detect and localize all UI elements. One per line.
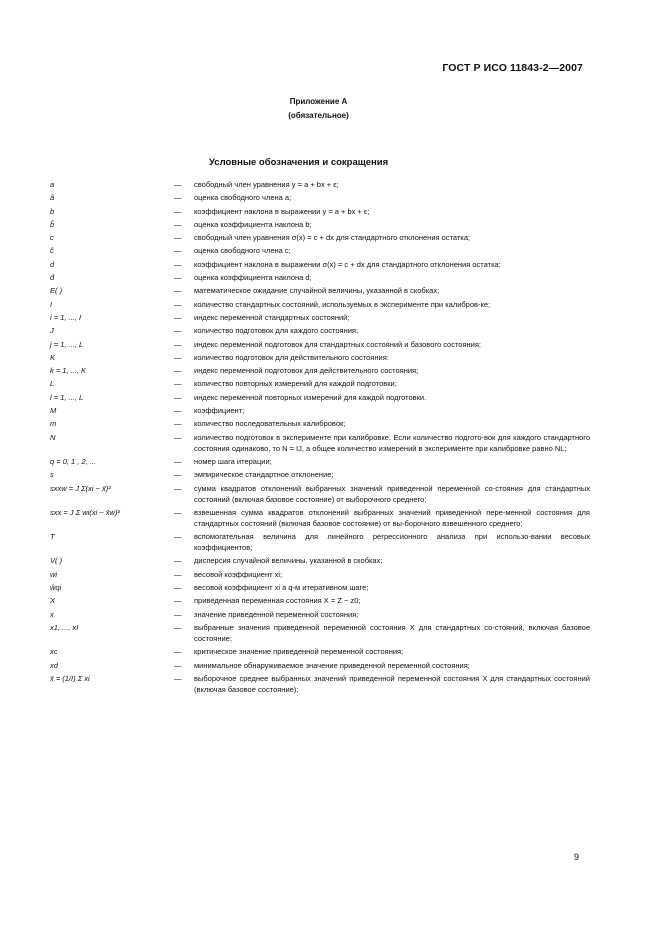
em-dash-separator: —: [174, 273, 182, 283]
definition: критическое значение приведенной переменной состояния;: [194, 647, 404, 657]
em-dash-separator: —: [174, 532, 182, 542]
definition: количество подготовок для каждого состояния;: [194, 326, 359, 336]
definition: эмпирическое стандартное отклонение;: [194, 470, 334, 480]
definition: оценка свободного члена c;: [194, 246, 291, 256]
em-dash-separator: —: [174, 456, 182, 466]
definition: индекс переменной повторных измерений для каждой подготовки.: [194, 392, 427, 402]
symbol: q = 0, 1 , 2, ...: [50, 456, 97, 466]
em-dash-separator: —: [174, 233, 182, 243]
em-dash-separator: —: [174, 180, 182, 189]
definition: коэффициент;: [194, 406, 245, 416]
definition: взвешенная сумма квадратов отклонений выбранных значений приведенной пере-менной состояния для стандартных состояний (включая базовое состояние) от вы-борочного взвешенного среднего;: [194, 507, 590, 528]
symbol: j = 1, ..., L: [50, 339, 84, 349]
symbol: L: [50, 379, 55, 389]
em-dash-separator: —: [174, 419, 182, 429]
definition: количество последовательных калибровок;: [194, 419, 346, 429]
definition: значение приведенной переменной состояния;: [194, 609, 359, 619]
symbol-entry: [50, 192, 590, 203]
em-dash-separator: —: [174, 596, 182, 606]
symbol-entry: [50, 469, 590, 480]
em-dash-separator: —: [174, 583, 182, 593]
symbol: l = 1, ..., L: [50, 392, 84, 402]
symbol-entry: [50, 483, 590, 505]
em-dash-separator: —: [174, 470, 182, 480]
em-dash-separator: —: [174, 622, 182, 632]
symbol: k = 1, ..., K: [50, 366, 87, 376]
symbol-entry: [50, 582, 590, 593]
symbol-entry: [50, 595, 590, 606]
symbol-entry: [50, 365, 590, 376]
em-dash-separator: —: [174, 660, 182, 670]
definition: индекс переменной стандартных состояний;: [194, 312, 350, 322]
definition: коэффициент наклона в выражении y = a + bx + ε;: [194, 206, 370, 216]
symbol-entry: [50, 622, 590, 644]
symbol: J: [50, 326, 54, 336]
symbol-entry: [50, 673, 590, 695]
symbol: d: [50, 259, 55, 269]
symbol-entry: [50, 569, 590, 580]
symbol-entry: [50, 660, 590, 671]
appendix-status: (обязательное): [288, 111, 349, 120]
symbol: ŵqi: [50, 583, 62, 593]
appendix-title: Приложение А: [289, 97, 348, 106]
symbol-entry: [50, 456, 590, 467]
em-dash-separator: —: [174, 206, 182, 216]
symbol: m: [50, 419, 57, 429]
em-dash-separator: —: [174, 379, 182, 389]
definition: приведенная переменная состояния X = Z − z0;: [194, 596, 361, 606]
section-title: Условные обозначения и сокращения: [209, 157, 389, 168]
symbol: â: [50, 193, 55, 203]
symbol: ĉ: [50, 246, 54, 256]
definition: индекс переменной подготовок для стандартных состояний и базового состояния;: [194, 339, 482, 349]
em-dash-separator: —: [174, 312, 182, 322]
symbol-entry: [50, 259, 590, 270]
em-dash-separator: —: [174, 392, 182, 402]
symbol: wi: [50, 569, 58, 579]
document-header: ГОСТ Р ИСО 11843-2—2007: [442, 62, 583, 74]
symbol-entry: [50, 507, 590, 529]
em-dash-separator: —: [174, 609, 182, 619]
em-dash-separator: —: [174, 259, 182, 269]
definition: количество повторных измерений для каждой подготовки;: [194, 379, 397, 389]
definition: количество стандартных состояний, используемых в эксперименте при калибров-ке;: [194, 299, 491, 309]
em-dash-separator: —: [174, 406, 182, 416]
definition: оценка коэффициента наклона b;: [194, 219, 312, 229]
symbol: c: [50, 233, 54, 243]
symbols-list: [50, 179, 590, 697]
definition: оценка свободного члена a;: [194, 193, 292, 203]
symbol-entry: [50, 418, 590, 429]
symbol-entry: [50, 312, 590, 323]
symbol: xc: [50, 647, 58, 657]
em-dash-separator: —: [174, 432, 182, 442]
symbol: x1, ..., xI: [50, 622, 79, 632]
symbol: X: [50, 596, 56, 606]
definition: свободный член уравнения y = a + bx + ε;: [194, 180, 339, 189]
symbol-entry: [50, 555, 590, 566]
symbol: b: [50, 206, 55, 216]
definition: вспомогательная величина для линейного регрессионного анализа при использо-вании весовых коэффициентов;: [194, 532, 590, 553]
symbol: b̂: [50, 219, 55, 229]
symbol-entry: [50, 299, 590, 310]
symbol: a: [50, 180, 55, 189]
symbol-entry: [50, 352, 590, 363]
em-dash-separator: —: [174, 286, 182, 296]
em-dash-separator: —: [174, 673, 182, 683]
symbol: x: [50, 609, 54, 619]
definition: индекс переменной подготовок для действительного состояния;: [194, 366, 419, 376]
symbol: d̂: [50, 273, 55, 283]
em-dash-separator: —: [174, 339, 182, 349]
page-number: 9: [573, 852, 579, 862]
definition: выборочное среднее выбранных значений приведенной переменной состояния X для стандартных состояний (включая базовое состояние);: [194, 673, 590, 694]
symbol: sxx = J Σ wi(xi − x̄w)²: [50, 507, 120, 517]
symbol: E( ): [50, 286, 63, 296]
em-dash-separator: —: [174, 299, 182, 309]
em-dash-separator: —: [174, 352, 182, 362]
definition: количество подготовок для действительного состояния:: [194, 352, 389, 362]
symbol-entry: [50, 245, 590, 256]
definition: номер шага итерации;: [194, 456, 272, 466]
symbol-entry: [50, 232, 590, 243]
symbol-entry: [50, 646, 590, 657]
symbol-entry: [50, 432, 590, 454]
symbol-entry: [50, 531, 590, 553]
definition: математическое ожидание случайной величины, указанной в скобках;: [194, 286, 440, 296]
symbol: N: [50, 432, 56, 442]
definition: количество подготовок в эксперименте при калибровке. Если количество подгото-вок для каждого стандартного состояния одинаково, то N = IJ, а общее количество измерений в эксперименте при калибровке равно NL;: [194, 432, 590, 453]
symbol: sxxw = J Σ(xi − x̄)²: [50, 483, 111, 493]
symbol: i = 1, ..., I: [50, 312, 82, 322]
symbol: I: [50, 299, 53, 309]
symbol-entry: [50, 219, 590, 230]
definition: весовой коэффициент xi a q-м итеративном шаге;: [194, 583, 369, 593]
symbol-entry: [50, 325, 590, 336]
definition: свободный член уравнения σ(x) = c + dx для стандартного отклонения остатка;: [194, 233, 471, 243]
symbol: V( ): [50, 556, 63, 566]
symbol-entry: [50, 285, 590, 296]
definition: дисперсия случайной величины, указанной в скобках;: [194, 556, 383, 566]
em-dash-separator: —: [174, 569, 182, 579]
symbol-entry: [50, 609, 590, 620]
symbol-entry: [50, 179, 590, 190]
em-dash-separator: —: [174, 366, 182, 376]
symbol: xd: [50, 660, 58, 670]
em-dash-separator: —: [174, 246, 182, 256]
em-dash-separator: —: [174, 326, 182, 336]
symbol: x̄ = (1/I) Σ xi: [50, 673, 90, 683]
definition: коэффициент наклона в выражении σ(x) = c + dx для стандартного отклонения остатка;: [194, 259, 501, 269]
definition: минимальное обнаруживаемое значение приведенной переменной состояния;: [194, 660, 470, 670]
em-dash-separator: —: [174, 507, 182, 517]
symbol: s: [50, 470, 54, 480]
em-dash-separator: —: [174, 193, 182, 203]
em-dash-separator: —: [174, 647, 182, 657]
symbol-entry: [50, 378, 590, 389]
em-dash-separator: —: [174, 219, 182, 229]
symbol-entry: [50, 206, 590, 217]
definition: сумма квадратов отклонений выбранных значений приведенной переменной со-стояния для стандартных состояний (включая базовое состояние) от выборочного среднего;: [194, 483, 590, 504]
symbol-entry: [50, 339, 590, 350]
definition: оценка коэффициента наклона d;: [194, 273, 312, 283]
symbol-entry: [50, 405, 590, 416]
em-dash-separator: —: [174, 483, 182, 493]
symbol-entry: [50, 392, 590, 403]
symbol-entry: [50, 272, 590, 283]
symbol: K: [50, 352, 56, 362]
em-dash-separator: —: [174, 556, 182, 566]
symbol: M: [50, 406, 57, 416]
definition: весовой коэффициент xi;: [194, 569, 283, 579]
symbol: T: [50, 532, 55, 542]
definition: выбранные значения приведенной переменной состояния X для стандартных со-стояний, включая базовое состояние;: [194, 622, 590, 643]
